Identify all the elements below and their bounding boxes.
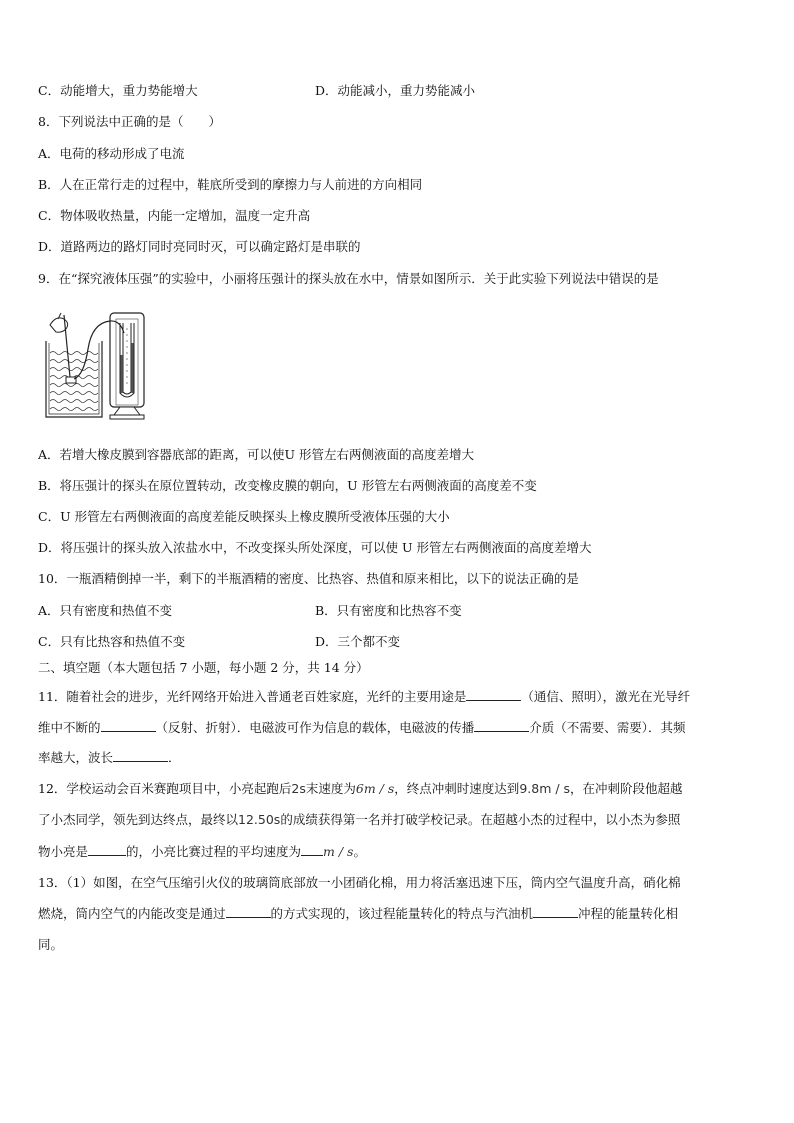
q9-option-b: B．将压强计的探头在原位置转动，改变橡皮膜的朝向，U 形管左右两侧液面的高度差不变 xyxy=(38,478,537,493)
q12-text: 了小杰同学，领先到达终点，最终以 xyxy=(38,812,239,827)
q12-math: 12.50s xyxy=(238,812,281,827)
q11-line-2 xyxy=(38,719,686,737)
q11-text: ． xyxy=(168,750,181,765)
answer-blank[interactable] xyxy=(474,719,529,732)
q9-option-a: A．若增大橡皮膜到容器底部的距离，可以使U 形管左右两侧液面的高度差增大 xyxy=(38,447,475,462)
q11-line-1 xyxy=(38,688,690,706)
q13-line-2 xyxy=(38,905,678,923)
q12-text: ，在冲刺阶段他超越 xyxy=(570,781,683,796)
q12-line-1 xyxy=(38,780,683,798)
q11-line-3 xyxy=(38,749,181,767)
section-heading-fill-in: 二、填空题（本大题包括 7 小题，每小题 2 分，共 14 分） xyxy=(38,660,369,675)
q10-option-a: A．只有密度和热值不变 xyxy=(38,603,173,618)
q12-text: 末速度为 xyxy=(305,781,356,796)
q11-text: 维中不断的 xyxy=(38,720,101,735)
q11-text: 率越大，波长 xyxy=(38,750,114,765)
q12-line-3 xyxy=(38,843,366,861)
q12-math: 6m / s xyxy=(355,781,395,796)
q13-text: 冲程的能量转化相 xyxy=(578,906,679,921)
q12-text: 。 xyxy=(353,844,366,859)
q13-text: 燃烧，筒内空气的内能改变是通过 xyxy=(38,906,226,921)
answer-blank[interactable] xyxy=(533,905,578,918)
q12-text: 物小亮是 xyxy=(38,844,89,859)
q11-text: （反射、折射）．电磁波可作为信息的载体，电磁波的传播 xyxy=(155,720,475,735)
q12-line-2 xyxy=(38,811,680,829)
q11-text: 介质（不需要、需要）．其频 xyxy=(529,720,686,735)
q10-option-c: C．只有比热容和热值不变 xyxy=(38,634,186,649)
q11-text: （通信、照明），激光在光导纤 xyxy=(521,689,691,704)
q8-option-d: D．道路两边的路灯同时亮同时灭，可以确定路灯是串联的 xyxy=(38,239,361,254)
q12-text: ，终点冲刺时速度达到 xyxy=(394,781,520,796)
q9-option-c: C．U 形管左右两侧液面的高度差能反映探头上橡皮膜所受液体压强的大小 xyxy=(38,509,450,524)
q13-line-1: 13．（1）如图，在空气压缩引火仪的玻璃筒底部放一小团硝化棉，用力将活塞迅速下压，筒内空气温度升高，硝化棉 xyxy=(38,875,681,890)
answer-blank[interactable] xyxy=(226,905,271,918)
q12-text: 的成绩获得第一名并打破学校记录。在超越小杰的过程中，以小杰为参照 xyxy=(280,812,681,827)
u-tube-frame xyxy=(110,313,144,407)
q11-text: 11．随着社会的进步，光纤网络开始进入普通老百姓家庭，光纤的主要用途是 xyxy=(38,689,467,704)
q10-stem: 10．一瓶酒精倒掉一半，剩下的半瓶酒精的密度、比热容、热值和原来相比，以下的说法正确的是 xyxy=(38,571,579,586)
q10-option-b: B．只有密度和比热容不变 xyxy=(315,603,462,618)
q7-option-d: D．动能减小，重力势能减小 xyxy=(315,83,476,98)
q8-option-a: A．电荷的移动形成了电流 xyxy=(38,146,185,161)
pressure-gauge-figure xyxy=(40,305,152,423)
q12-text: 的，小亮比赛过程的平均速度为 xyxy=(126,844,302,859)
q9-stem: 9．在“探究液体压强”的实验中，小丽将压强计的探头放在水中，情景如图所示．关于此实验下列说法中错误的是 xyxy=(38,271,659,286)
q7-option-c: C．动能增大，重力势能增大 xyxy=(38,83,198,98)
q8-option-c: C．物体吸收热量，内能一定增加，温度一定升高 xyxy=(38,208,311,223)
q8-option-b: B．人在正常行走的过程中，鞋底所受到的摩擦力与人前进的方向相同 xyxy=(38,177,423,192)
answer-blank[interactable] xyxy=(113,749,168,762)
probe xyxy=(66,377,76,383)
q10-option-d: D．三个都不变 xyxy=(315,634,401,649)
answer-blank[interactable] xyxy=(466,688,521,701)
q13-text: 的方式实现的，该过程能量转化的特点与汽油机 xyxy=(270,906,534,921)
q12-math: 9.8m / s xyxy=(519,781,571,796)
answer-blank[interactable] xyxy=(101,719,156,732)
stand-base xyxy=(114,407,140,415)
q12-math: m / s xyxy=(323,844,354,859)
q12-math: 2s xyxy=(291,781,306,796)
answer-blank[interactable] xyxy=(88,843,126,856)
q13-line-3: 同。 xyxy=(38,937,64,952)
q9-option-d: D．将压强计的探头放入浓盐水中，不改变探头所处深度，可以使 U 形管左右两侧液面的高度差增大 xyxy=(38,540,592,555)
q8-stem: 8．下列说法中正确的是（ ） xyxy=(38,114,221,129)
q12-text: 12．学校运动会百米赛跑项目中，小亮起跑后 xyxy=(38,781,292,796)
answer-blank[interactable] xyxy=(301,843,323,856)
